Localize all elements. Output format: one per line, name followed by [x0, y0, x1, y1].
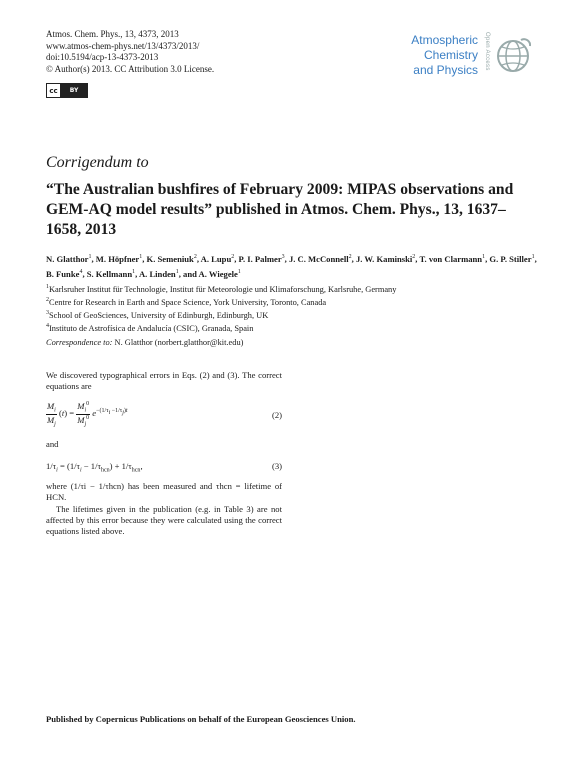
article-url[interactable]: www.atmos-chem-phys.net/13/4373/2013/: [46, 40, 200, 51]
affiliation: [46, 295, 396, 308]
author-affiliation-marker: 1: [88, 254, 92, 260]
author: A. Linden: [138, 268, 176, 279]
author: K. Semeniuk: [146, 253, 194, 264]
author-affiliation-marker: 2: [193, 254, 197, 260]
author: A. Wiegele: [198, 268, 238, 279]
author: M. Höpfner: [95, 253, 140, 264]
affiliation-text: School of GeoSciences, University of Edinburgh, Edinburgh, UK: [49, 310, 269, 320]
journal-name-line2: Chemistry: [423, 48, 478, 62]
journal-name-line3: and Physics: [413, 63, 478, 77]
author: G. P. Stiller: [489, 253, 532, 264]
intro-paragraph: We discovered typographical errors in Eqs. (2) and (3). The correct equations are: [46, 370, 282, 392]
equation-3-number: (3): [271, 461, 282, 471]
article-title: “The Australian bushfires of February 2009: MIPAS observations and GEM-AQ model results” published in Atmos. Chem. Phys., 13, 1637–1658, 2013: [46, 181, 514, 238]
affiliation-text: Karlsruher Institut für Technologie, Institut für Meteorologie und Klimaforschung, Karlsruhe, Germany: [49, 284, 397, 294]
affiliation: [46, 282, 396, 295]
by-icon: BY: [61, 84, 87, 97]
equation-3: $1/\tau_i = (1/\tau_i - 1/\tau_{hcn}) + 1/\tau_{hcn}$, (3): [46, 461, 282, 474]
affiliation-list: [46, 282, 396, 334]
correspondence-text: N. Glatthor (norbert.glatthor@kit.edu): [114, 338, 244, 347]
where-paragraph: where (1/τi − 1/τhcn) has been measured and τhcn = lifetime of HCN.: [46, 481, 282, 503]
author-affiliation-marker: 1: [139, 254, 143, 260]
publisher-footer: Published by Copernicus Publications on behalf of the European Geosciences Union.: [46, 714, 356, 724]
cc-icon: cc: [47, 84, 61, 97]
author-affiliation-marker: 2: [231, 254, 235, 260]
author: J. W. Kaminski: [355, 253, 413, 264]
author: T. von Clarmann: [419, 253, 483, 264]
open-access-label: Open Access: [484, 32, 490, 71]
author: S. Kellmann: [86, 268, 133, 279]
author-list: N. Glatthor$^1$, M. Höpfner$^1$, K. Semeniuk$^2$, A. Lupu$^2$, P. I. Palmer$^3$, J. C. McConnell$^2$, J. W. Kaminski$^2$, T. von Clarmann$^1$, G. P. Stiller$^1$, B. Funke$^4$, S. Kellmann$^1$, A. Linden$^1$, and A. Wiegele$^1$: [46, 253, 537, 279]
author: P. I. Palmer: [238, 253, 282, 264]
citation: Atmos. Chem. Phys., 13, 4373, 2013: [46, 29, 179, 39]
and-text: and: [46, 439, 59, 449]
author-affiliation-marker: 1: [531, 254, 535, 260]
correspondence: [46, 338, 243, 347]
cc-by-badge[interactable]: [46, 83, 88, 98]
author-affiliation-marker: 1: [482, 254, 486, 260]
affiliation-number: 4: [46, 323, 49, 330]
author-affiliation-marker: 2: [348, 254, 352, 260]
author-affiliation-marker: 3: [281, 254, 285, 260]
equation-2: $\frac{M_i}{M_j}$ (t) = $\frac{M_i^0}{M_j^0}$ $e^{-(1/\tau_i -1/\tau_j)t}$ (2): [47, 401, 282, 428]
author-affiliation-marker: 1: [237, 268, 241, 275]
affiliation-text: Instituto de Astrofísica de Andalucía (CSIC), Granada, Spain: [49, 324, 254, 334]
corrigendum-label: Corrigendum to: [46, 154, 149, 171]
affiliation-number: 1: [46, 284, 49, 290]
affiliation-text: Centre for Research in Earth and Space Science, York University, Toronto, Canada: [49, 297, 327, 307]
author: J. C. McConnell: [288, 253, 349, 264]
author-affiliation-marker: 1: [175, 268, 179, 275]
author: N. Glatthor: [46, 253, 89, 264]
correspondence-label: Correspondence to:: [46, 338, 113, 347]
license: © Author(s) 2013. CC Attribution 3.0 License.: [46, 63, 215, 74]
journal-name-line1: Atmospheric: [411, 33, 478, 47]
author-affiliation-marker: 2: [412, 254, 416, 260]
lifetimes-paragraph: The lifetimes given in the publication (e.g. in Table 3) are not affected by this error because they were calculated using the correct equations listed above.: [46, 504, 282, 537]
journal-name: [392, 33, 478, 78]
author-affiliation-marker: 4: [79, 268, 83, 275]
author: A. Lupu: [200, 253, 232, 264]
journal-header: [46, 29, 214, 75]
author: B. Funke: [46, 268, 80, 279]
doi[interactable]: doi:10.5194/acp-13-4373-2013: [46, 52, 159, 62]
affiliation: [46, 321, 396, 334]
author-affiliation-marker: 1: [132, 268, 136, 275]
affiliation-number: 2: [46, 297, 49, 304]
affiliation-number: 3: [46, 310, 49, 317]
affiliation: [46, 308, 396, 321]
globe-logo-icon: [494, 36, 532, 81]
equation-2-number: (2): [271, 410, 282, 420]
